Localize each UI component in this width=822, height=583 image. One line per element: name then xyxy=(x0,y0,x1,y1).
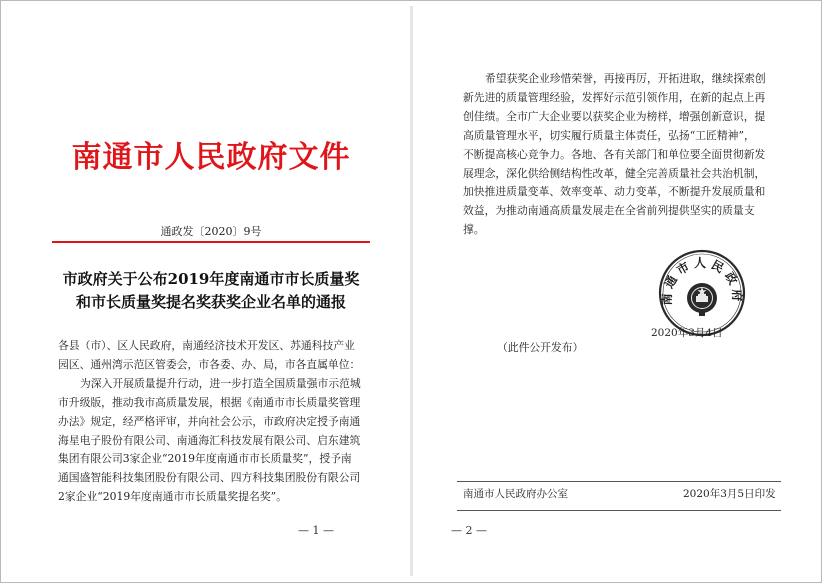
body-line: 通国盛智能科技集团股份有限公司、四方科技集团股份有限公司 xyxy=(58,471,361,485)
body-line: 展理念，深化供给侧结构性改革，健全完善质量社会共治机制， xyxy=(463,166,766,180)
body-line: 为深入开展质量提升行动，进一步打造全国质量强市示范城 xyxy=(80,376,361,390)
page-1-body xyxy=(58,337,370,507)
body-line: 新先进的质量管理经验，发挥好示范引领作用，在新的起点上再 xyxy=(463,90,766,104)
body-line: 办法》规定，经严格评审，并向社会公示，市政府决定授予南通 xyxy=(58,414,361,428)
body-line: 效益，为推动南通高质量发展走在全省前列提供坚实的质量支 xyxy=(463,204,755,218)
footer-rule-top xyxy=(457,481,781,482)
document-number: 通政发〔2020〕9号 xyxy=(160,225,262,238)
page-2 xyxy=(413,6,811,576)
red-separator-line xyxy=(52,241,370,243)
page-1 xyxy=(12,6,410,576)
body-line: 高质量管理水平，切实履行质量主体责任，弘扬“工匠精神”， xyxy=(463,128,755,142)
body-line: 2家企业“2019年度南通市市长质量奖提名奖”。 xyxy=(58,490,287,504)
seal-text: 南通市人民政府 xyxy=(659,256,745,306)
print-date: 2020年3月5日印发 xyxy=(683,488,776,500)
body-line: 加快推进质量变革、效率变革、动力变革，不断提升发展质量和 xyxy=(463,185,766,199)
document-title-line: 市政府关于公布2019年度南通市市长质量奖 xyxy=(62,270,360,288)
body-line: 不断提高核心竞争力。各地、各有关部门和单位要全面贯彻新发 xyxy=(463,147,766,161)
recipients-line: 各县（市）、区人民政府，南通经济技术开发区、苏通科技产业 xyxy=(58,339,355,352)
national-emblem-icon xyxy=(687,283,717,316)
body-line: 海星电子股份有限公司、南通海汇科技发展有限公司、启东建筑 xyxy=(58,433,361,447)
document-header-title: 南通市人民政府文件 xyxy=(71,140,351,175)
signing-date: 2020年3月4日 xyxy=(651,327,723,339)
body-line: 撑。 xyxy=(463,223,485,237)
footer-rule-bottom xyxy=(457,510,781,511)
recipients-line: 园区、通州湾示范区管委会，市各委、办、局，市各直属单位： xyxy=(58,357,361,371)
page-2-body xyxy=(463,70,783,240)
page-number: — 2 — xyxy=(451,524,487,537)
issuing-office: 南通市人民政府办公室 xyxy=(463,488,568,500)
body-line: 市升级版，推动我市高质量发展，根据《南通市市长质量奖管理 xyxy=(58,395,361,409)
body-line: 希望获奖企业珍惜荣誉，再接再厉，开拓进取，继续探索创 xyxy=(485,72,766,85)
document-title-line: 和市长质量奖提名奖获奖企业名单的通报 xyxy=(75,293,346,311)
body-line: 创佳绩。全市广大企业要以获奖企业为榜样，增强创新意识，提 xyxy=(463,109,766,123)
public-release-note: （此件公开发布） xyxy=(497,341,584,354)
document-title xyxy=(12,268,410,314)
body-line: 集团有限公司3家企业“2019年度南通市市长质量奖”，授予南 xyxy=(58,452,352,466)
page-number: — 1 — xyxy=(298,524,334,537)
